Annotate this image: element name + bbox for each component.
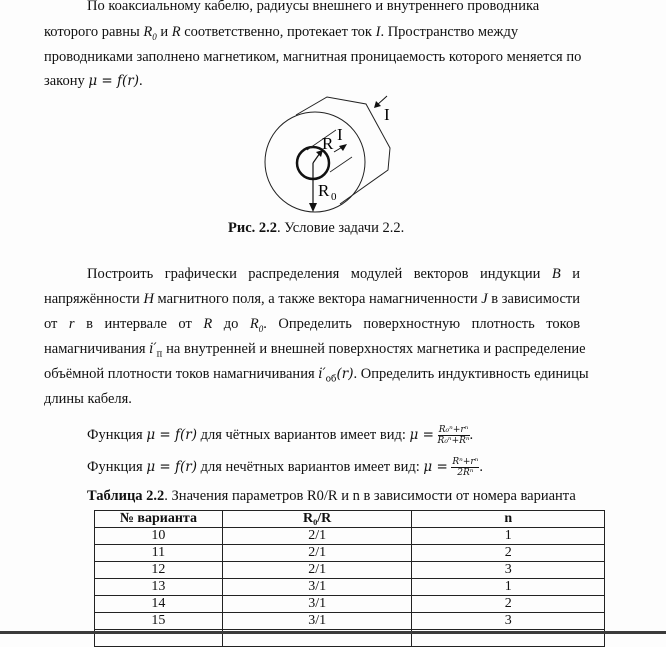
cell-ratio: 2/1 [222,528,412,545]
symbol-H: H [143,291,154,307]
cell-ratio: 2/1 [222,562,412,579]
symbol-R: R [171,24,181,40]
header-n: n [412,511,605,528]
caption-label: Рис. 2.2 [228,220,278,236]
label-R: R [322,134,334,153]
cell-variant: 10 [95,528,223,545]
cell-n: 1 [412,579,605,596]
cell-ratio: 3/1 [222,596,412,613]
intro-line-4 [44,72,143,90]
cell-ratio: 2/1 [222,545,412,562]
symbol-R0-group [250,316,352,332]
numerator: R₀ⁿ+rⁿ [438,425,469,435]
table-row [95,596,605,613]
cell-n: 2 [412,596,605,613]
text: магнитного поля, а также вектора намагниченности [153,291,482,307]
text: в [86,316,93,332]
text: соответственно, протекает ток [180,24,376,40]
table-caption [87,487,576,505]
symbol-i-volume: $i'_{об}(r)$ [318,366,354,385]
parameters-table [94,510,605,647]
table-row [95,613,605,630]
formula-lhs: μ = [423,458,448,475]
caption-text: . Значения параметров R0/R и n в зависимости от номера варианта [164,488,576,504]
numerator: Rⁿ+rⁿ [452,457,479,467]
table-row [95,545,605,562]
symbol-I: I [375,24,381,40]
task-line-1 [87,265,580,283]
task-line-4 [44,340,586,364]
table-row [95,562,605,579]
task-line-6: длины кабеля. [44,391,132,407]
text: Функция [87,426,147,443]
subscript: 0 [258,323,264,334]
cell-variant: 14 [95,596,223,613]
symbol-i-surface: $i'_п$ [149,341,163,360]
text: . [469,426,474,443]
caption-text: . Условие задачи 2.2. [277,220,405,236]
function-odd [87,457,483,478]
radius-R0-arrowhead [309,203,317,212]
text: закону [44,73,89,89]
text: от [44,316,58,332]
text: . Пространство между [380,24,519,40]
label-R0: R [318,181,330,200]
task-line-5 [44,365,589,389]
cell-n: 1 [412,528,605,545]
text: . Определить индуктивность единицы [353,366,589,382]
current-arrow-inner-icon [339,144,347,151]
text: . [139,73,143,89]
cell-ratio: 3/1 [222,579,412,596]
formula-even-fraction [438,425,470,446]
text: в зависимости [487,291,581,307]
text: до [223,316,239,332]
text: которого равны [44,24,144,40]
table-row [95,528,605,545]
label-I-inner: I [337,125,343,144]
text: от [178,316,192,332]
intro-line-3: проводниками заполнено магнетиком, магнитная проницаемость которого меняется по [44,49,582,65]
cell-ratio: 3/1 [222,613,412,630]
formula-mu: μ = f(r) [146,426,197,443]
cell-variant: 12 [95,562,223,579]
text: Функция [87,458,147,475]
coaxial-cable-figure [230,90,430,215]
figure-caption [228,219,404,237]
text: объёмной плотности токов намагничивания [44,366,319,382]
text: и [572,266,580,282]
formula-odd-fraction [451,457,479,478]
text: поверхностную [363,316,461,332]
text: плотность [471,316,535,332]
denominator: R₀ⁿ+Rⁿ [437,436,470,446]
table-row [95,579,605,596]
header-ratio: R₀/R [222,511,412,528]
text: напряжённости [44,291,144,307]
formula-mu: μ = f(r) [88,73,140,89]
symbol-B: B [551,266,561,282]
text: . Определить [263,316,352,332]
symbol-J: J [481,291,488,307]
cell-n: 3 [412,613,605,630]
cell-n: 3 [412,562,605,579]
task-line-2 [44,290,580,308]
table-header-row [95,511,605,528]
intro-line-1: По коаксиальному кабелю, радиусы внешнего и внутреннего проводника [87,0,540,14]
formula-mu: μ = f(r) [146,458,197,475]
cell-n: 2 [412,545,605,562]
symbol-R: R [203,316,213,332]
label-R0-sub: 0 [331,191,337,203]
symbol-R0: $R_0$ [143,24,157,42]
formula-lhs: μ = [409,426,434,443]
text: для чётных вариантов имеет вид: [196,426,410,443]
text: интервале [104,316,167,332]
dimension-line-2 [330,157,352,172]
text: и [156,24,172,40]
text: . [479,458,483,475]
cell-variant: 11 [95,545,223,562]
symbol-r: r [68,316,75,332]
text: намагничивания [44,341,150,357]
text: токов [546,316,581,332]
function-even [87,425,473,446]
cell-variant: 13 [95,579,223,596]
header-variant: № варианта [95,511,223,528]
cell-variant: 15 [95,613,223,630]
caption-label: Таблица 2.2 [87,488,165,504]
symbol-R0: R [249,316,259,332]
label-I-outer: I [384,105,390,124]
intro-line-2 [44,23,518,46]
denominator: 2Rⁿ [457,468,474,478]
task-line-3 [44,315,580,338]
text: Построить графически распределения модулей векторов индукции [87,266,541,282]
text: на внутренней и внешней поверхностях магнетика и распределение [162,341,586,357]
text: для нечётных вариантов имеет вид: [196,458,424,475]
